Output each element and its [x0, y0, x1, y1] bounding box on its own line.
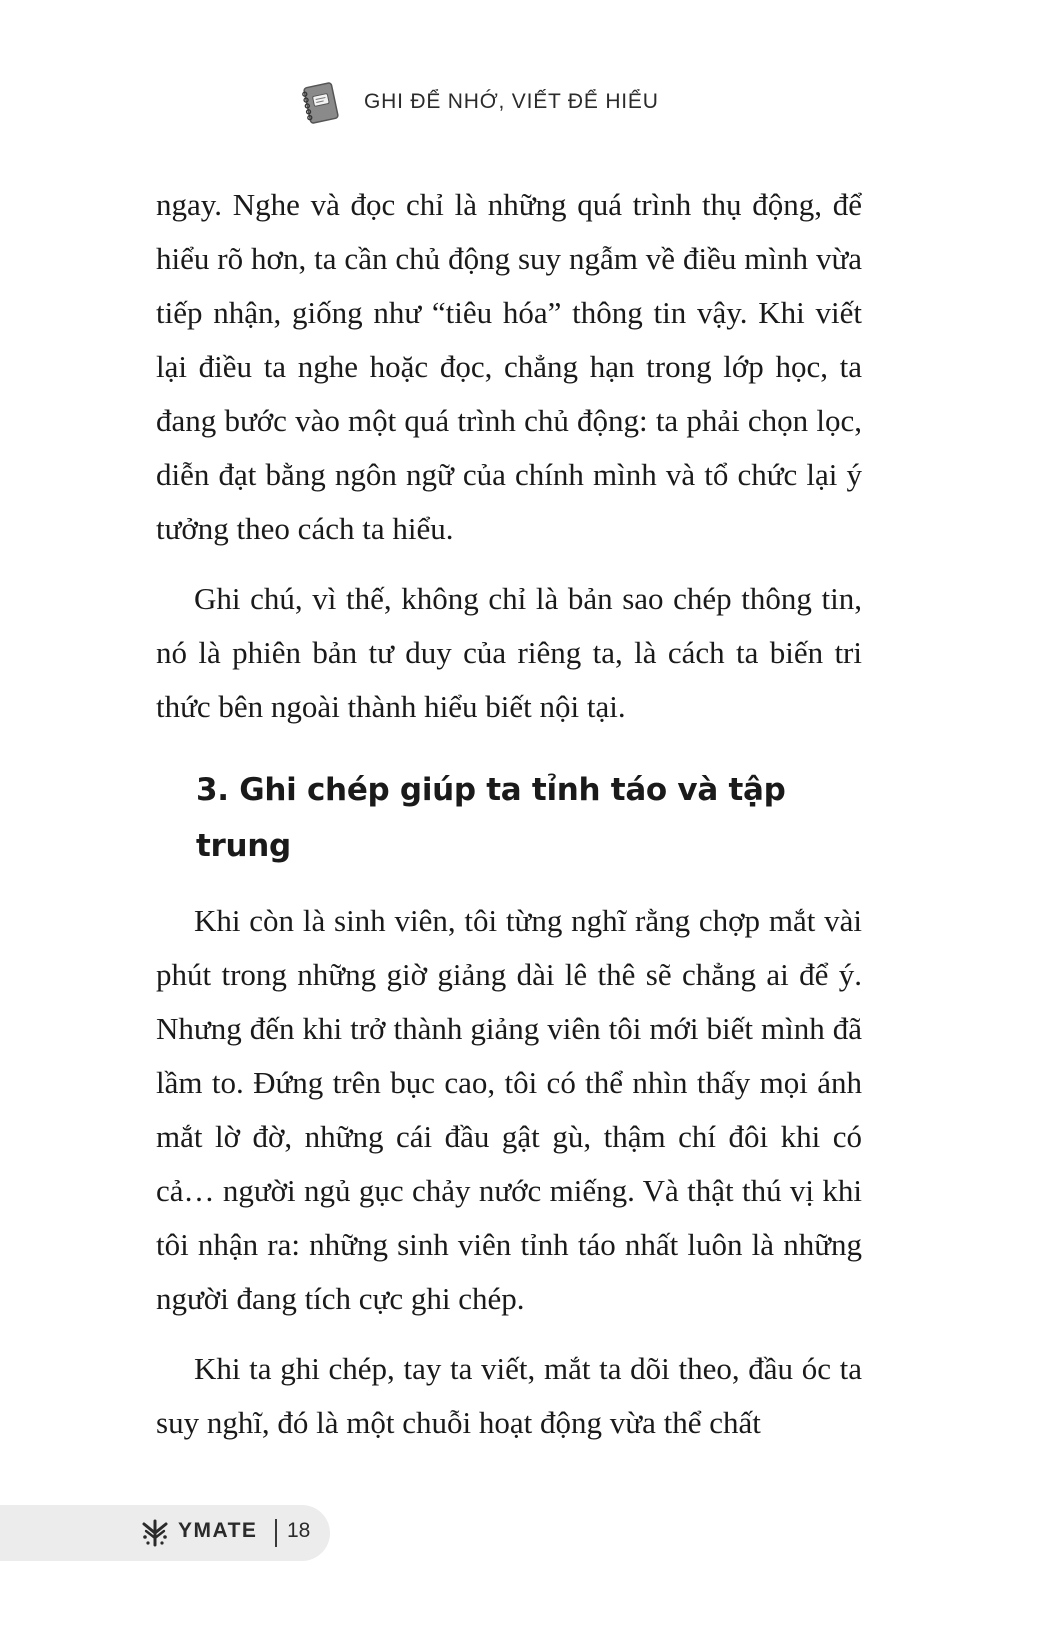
body-paragraph: ngay. Nghe và đọc chỉ là những quá trình thụ động, để hiểu rõ hơn, ta cần chủ động suy ngẫm về điều mình vừa tiếp nhận, giống như “tiêu hóa” thông tin vậy. Khi viết lại điều ta nghe hoặc đọc, chẳng hạn trong lớp học, ta đang bước vào một quá trình chủ động: ta phải chọn lọc, diễn đạt bằng ngôn ngữ của chính mình và tổ chức lại ý tưởng theo cách ta hiểu. — [156, 187, 862, 546]
footer-divider — [275, 1519, 277, 1547]
notebook-icon — [300, 80, 342, 126]
body-paragraph: Khi ta ghi chép, tay ta viết, mắt ta dõi theo, đầu óc ta suy nghĩ, đó là một chuỗi hoạt động vừa thể chất — [156, 1351, 862, 1440]
body-paragraph: Khi còn là sinh viên, tôi từng nghĩ rằng chợp mắt vài phút trong những giờ giảng dài lê thê sẽ chẳng ai để ý. Nhưng đến khi trở thành giảng viên tôi mới biết mình đã lầm to. Đứng trên bục cao, tôi có thể nhìn thấy mọi ánh mắt lờ đờ, những cái đầu gật gù, thậm chí đôi khi có cả… người ngủ gục chảy nước miếng. Và thật thú vị khi tôi nhận ra: những sinh viên tỉnh táo nhất luôn là những người đang tích cực ghi chép. — [156, 903, 862, 1316]
brand-name: YMATE — [178, 1519, 258, 1542]
running-header — [0, 78, 1040, 128]
page-footer — [0, 1505, 330, 1561]
ymate-logo-icon — [140, 1518, 170, 1548]
header-title: GHI ĐỂ NHỚ, VIẾT ĐỂ HIỂU — [364, 90, 659, 113]
section-heading: 3. Ghi chép giúp ta tỉnh táo và tập trung — [196, 772, 786, 864]
page-body — [156, 178, 862, 1466]
body-paragraph: Ghi chú, vì thế, không chỉ là bản sao chép thông tin, nó là phiên bản tư duy của riêng ta, là cách ta biến tri thức bên ngoài thành hiểu biết nội tại. — [156, 581, 862, 724]
page-number: 18 — [287, 1519, 311, 1542]
